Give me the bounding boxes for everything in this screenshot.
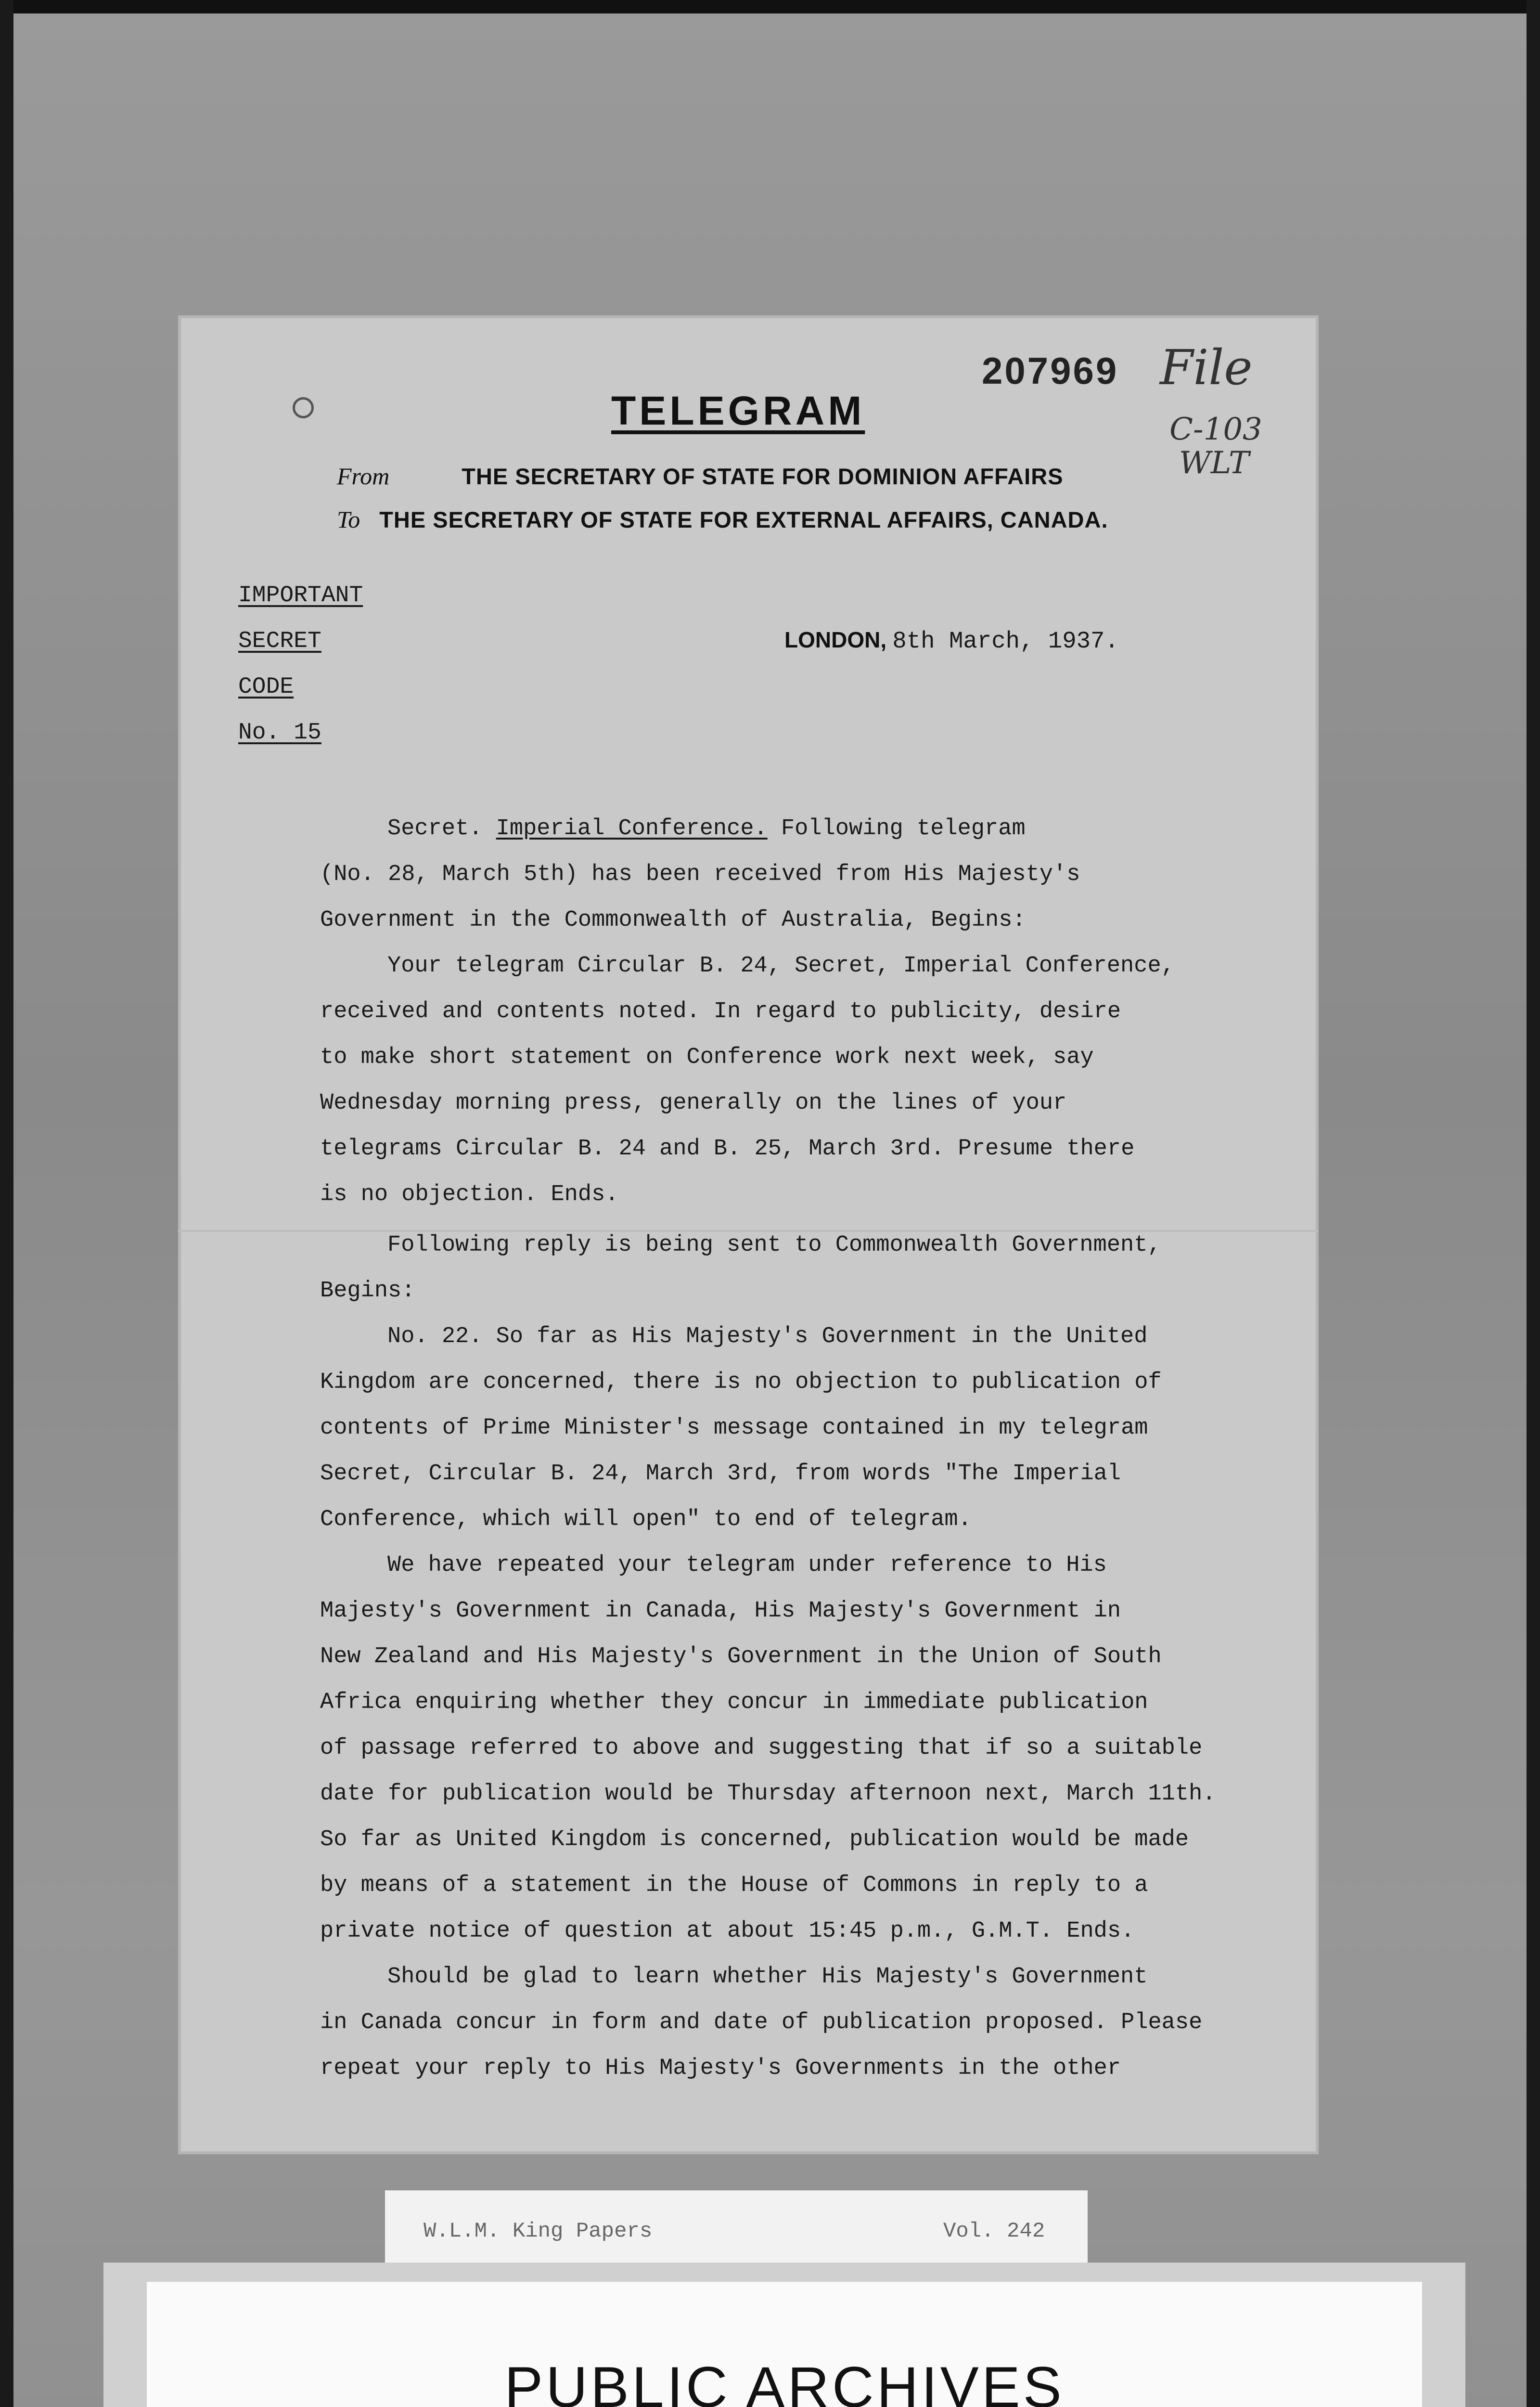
body-line: Government in the Commonwealth of Australia, Begins: xyxy=(320,907,1026,933)
body-line: Should be glad to learn whether His Majesty's Government xyxy=(387,1964,1148,1990)
body-line: Wednesday morning press, generally on the lines of your xyxy=(320,1090,1067,1116)
stamp-line-english: PUBLIC ARCHIVES xyxy=(504,2355,1065,2407)
classification-number: No. 15 xyxy=(238,720,321,746)
body-line: to make short statement on Conference work next week, say xyxy=(320,1045,1094,1070)
dateline-place: LONDON, xyxy=(784,627,887,652)
punch-hole xyxy=(293,397,314,418)
body-line: of passage referred to above and suggesting that if so a suitable xyxy=(320,1735,1203,1761)
dateline-date: 8th March, 1937. xyxy=(892,628,1119,655)
classification-secret: SECRET xyxy=(238,628,321,654)
body-line: telegrams Circular B. 24 and B. 25, March 3rd. Presume there xyxy=(320,1136,1135,1162)
document-number: 207969 xyxy=(982,349,1119,392)
body-line: private notice of question at about 15:45 p.m., G.M.T. Ends. xyxy=(320,1918,1135,1944)
body-line: We have repeated your telegram under reference to His xyxy=(387,1553,1107,1578)
fold-line xyxy=(178,1230,1319,1232)
handwritten-note: WLT xyxy=(1179,445,1249,481)
body-line: (No. 28, March 5th) has been received from His Majesty's xyxy=(320,862,1080,887)
from-line xyxy=(337,462,1064,490)
volume-number: Vol. 242 xyxy=(943,2219,1045,2243)
body-line: Conference, which will open" to end of telegram. xyxy=(320,1507,972,1532)
to-text: THE SECRETARY OF STATE FOR EXTERNAL AFFAIRS, CANADA. xyxy=(379,507,1108,532)
body-line: Kingdom are concerned, there is no objection to publication of xyxy=(320,1370,1162,1395)
dateline xyxy=(784,626,1119,655)
body-line: received and contents noted. In regard to publicity, desire xyxy=(320,999,1121,1024)
telegram-page xyxy=(178,315,1319,2154)
body-line: So far as United Kingdom is concerned, publication would be made xyxy=(320,1827,1189,1852)
collection-name: W.L.M. King Papers xyxy=(424,2219,653,2243)
body-line: No. 22. So far as His Majesty's Government in the United xyxy=(387,1324,1148,1349)
body-line: repeat your reply to His Majesty's Governments in the other xyxy=(320,2056,1121,2081)
body-line: Majesty's Government in Canada, His Majesty's Government in xyxy=(320,1598,1121,1624)
body-line: Africa enquiring whether they concur in immediate publication xyxy=(320,1690,1148,1715)
body-line: in Canada concur in form and date of publication proposed. Please xyxy=(320,2010,1203,2035)
to-label: To xyxy=(337,506,360,533)
scan-border-right xyxy=(1527,0,1540,2407)
handwritten-note: C-103 xyxy=(1169,412,1262,447)
body-line: Following reply is being sent to Commonwealth Government, xyxy=(387,1232,1161,1258)
body-line: Your telegram Circular B. 24, Secret, Imperial Conference, xyxy=(387,953,1175,979)
handwritten-note: File xyxy=(1160,339,1253,396)
document-title: TELEGRAM xyxy=(611,388,865,433)
from-label: From xyxy=(337,463,390,490)
body-line: Secret. Imperial Conference. Following telegram xyxy=(387,816,1026,841)
from-text: THE SECRETARY OF STATE FOR DOMINION AFFAIRS xyxy=(462,464,1064,489)
scan-border-top xyxy=(0,0,1540,13)
classification-code: CODE xyxy=(238,674,294,700)
body-line: date for publication would be Thursday afternoon next, March 11th. xyxy=(320,1781,1216,1807)
classification-important: IMPORTANT xyxy=(238,582,363,608)
to-line xyxy=(337,505,1108,533)
body-line: is no objection. Ends. xyxy=(320,1182,619,1207)
archives-stamp xyxy=(147,2282,1422,2407)
body-line: contents of Prime Minister's message contained in my telegram xyxy=(320,1415,1148,1441)
scan-border-left xyxy=(0,0,13,2407)
body-line: by means of a statement in the House of Commons in reply to a xyxy=(320,1873,1148,1898)
body-line: Secret, Circular B. 24, March 3rd, from words "The Imperial xyxy=(320,1461,1121,1487)
body-line: New Zealand and His Majesty's Government in the Union of South xyxy=(320,1644,1162,1669)
body-line: Begins: xyxy=(320,1278,415,1304)
